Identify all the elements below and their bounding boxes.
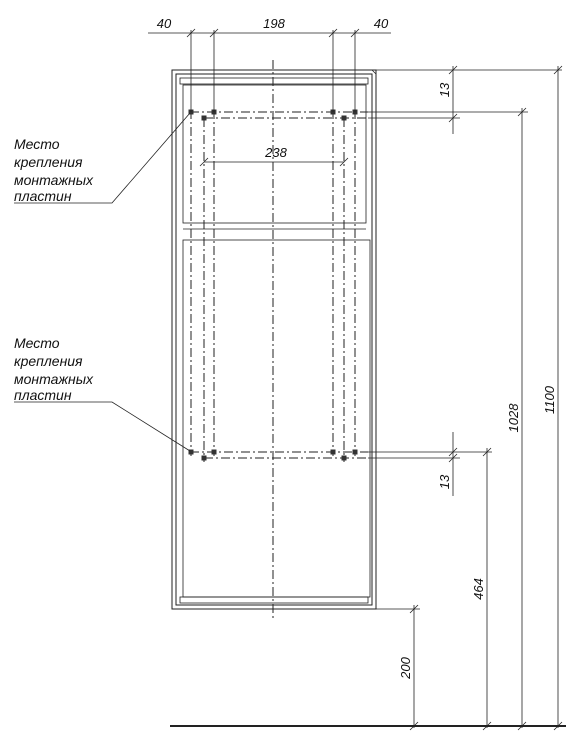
right-dimension-lines bbox=[368, 66, 562, 730]
dim-13-upper: 13 bbox=[437, 82, 452, 98]
dim-top-center: 198 bbox=[263, 16, 285, 31]
mount-point bbox=[342, 456, 347, 461]
centerlines bbox=[190, 60, 368, 620]
callout-upper-line-4: пластин bbox=[14, 188, 72, 204]
dim-13-lower: 13 bbox=[437, 474, 452, 490]
mount-point bbox=[212, 450, 217, 455]
dim-top-left: 40 bbox=[156, 16, 172, 31]
mount-point bbox=[342, 116, 347, 121]
mount-point bbox=[331, 450, 336, 455]
callout-lower-line-4: пластин bbox=[14, 387, 72, 403]
callout-lower-line-2: крепления bbox=[14, 353, 83, 369]
dim-1100: 1100 bbox=[542, 386, 557, 414]
inner-width-dimension bbox=[200, 145, 348, 166]
callout-upper-line-3: монтажных bbox=[14, 172, 94, 188]
dim-200: 200 bbox=[398, 657, 413, 679]
callout-lower-leader bbox=[14, 402, 190, 451]
dim-inner-width: 238 bbox=[265, 145, 287, 160]
callout-upper-line-1: Место bbox=[14, 136, 60, 152]
mount-point bbox=[353, 450, 358, 455]
mount-point bbox=[202, 116, 207, 121]
corner-detail bbox=[372, 70, 376, 74]
mount-point bbox=[202, 456, 207, 461]
dim-top-right: 40 bbox=[373, 16, 389, 31]
cabinet-bottom-panel bbox=[180, 597, 368, 603]
callout-upper bbox=[14, 113, 190, 204]
callout-lower-line-3: монтажных bbox=[14, 371, 94, 387]
callout-lower bbox=[14, 335, 190, 451]
top-dimension-chain bbox=[148, 16, 391, 112]
callout-lower-line-1: Место bbox=[14, 335, 60, 351]
dim-464: 464 bbox=[471, 578, 486, 600]
cabinet-top-panel bbox=[180, 78, 368, 84]
callout-upper-line-2: крепления bbox=[14, 154, 83, 170]
dim-1028: 1028 bbox=[506, 403, 521, 433]
lower-section bbox=[183, 240, 370, 597]
